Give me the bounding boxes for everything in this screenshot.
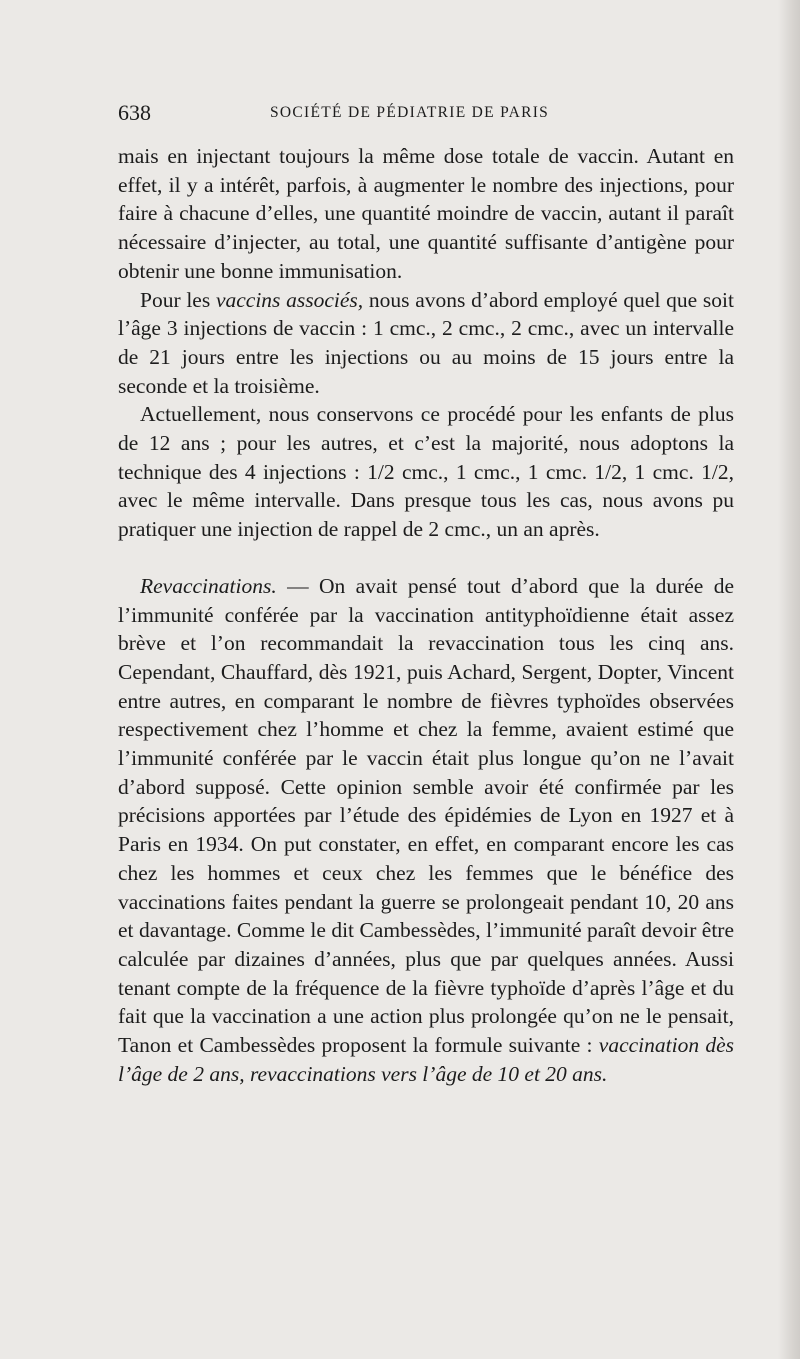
paragraph-dose: mais en injectant toujours la même dose totale de vaccin. Autant en effet, il y a intérêt, parfois, à augmenter le nombre des injections, pour faire à chacune d’elles, une quantité moindre de vaccin, autant il paraît nécessaire d’injecter, au total, une quantité suffisante d’antigène pour obtenir une bonne immunisation. (118, 144, 734, 283)
running-head (118, 98, 683, 128)
page-number: 638 (118, 100, 151, 125)
body-text (118, 142, 734, 1089)
paragraph-revaccinations (118, 572, 734, 1089)
paragraph-current-technique: Actuellement, nous conservons ce procédé pour les enfants de plus de 12 ans ; pour les autres, et c’est la majorité, nous adoptons la technique des 4 injections : 1/2 cmc., 1 cmc., 1 cmc. 1/2, 1 cmc. 1/2, avec le même intervalle. Dans presque tous les cas, nous avons pu pratiquer une injection de rappel de 2 cmc., un an après. (118, 402, 734, 542)
paragraph-lead: Pour les (140, 287, 216, 312)
paragraph-body: — On avait pensé tout d’abord que la durée de l’immunité conférée par la vaccination antityphoïdienne était assez brève et l’on recommandait la revaccination tous les cinq ans. Cependant, Chauffard, dès 1921, puis Achard, Sergent, Dopter, Vincent entre autres, en comparant le nombre de fièvres typhoïdes observées respectivement chez l’homme et chez la femme, avaient estimé que l’immunité conférée par le vaccin était plus longue qu’on ne l’avait d’abord supposé. Cette opinion semble avoir été confirmée par les précisions apportées par l’étude des épidémies de Lyon en 1927 et à Paris en 1934. On put constater, en effet, en comparant encore les cas chez les hommes et ceux chez les femmes que le bénéfice des vaccinations faites pendant la guerre se prolongeait pendant 10, 20 ans et davantage. Comme le dit Cambessèdes, l’immunité paraît devoir être calculée par dizaines d’années, plus que par quelques années. Aussi tenant compte de la fréquence de la fièvre typhoïde d’après l’âge et du fait que la vaccination a une action plus prolongée qu’on ne le pensait, Tanon et Cambessèdes proposent la formule suivante : (118, 573, 734, 1058)
emphasis-vaccins-associes: vaccins associés, (215, 287, 364, 312)
section-heading-revaccinations: Revaccinations. (140, 573, 277, 598)
page-edge-shadow (778, 0, 800, 1359)
paragraph-associated-vaccines (118, 286, 734, 401)
emphasis-formula: vaccination dès l’âge de 2 ans, revaccinations vers l’âge de 10 et 20 ans. (118, 1033, 734, 1086)
paragraph-body: nous avons d’abord employé quel que soit l’âge 3 injections de vaccin : 1 cmc., 2 cmc., 2 cmc., avec un intervalle de 21 jours entre les injections ou au moins de 15 jours entre la seconde et la troisième. (118, 287, 734, 398)
running-title: SOCIÉTÉ DE PÉDIATRIE DE PARIS (270, 104, 550, 121)
